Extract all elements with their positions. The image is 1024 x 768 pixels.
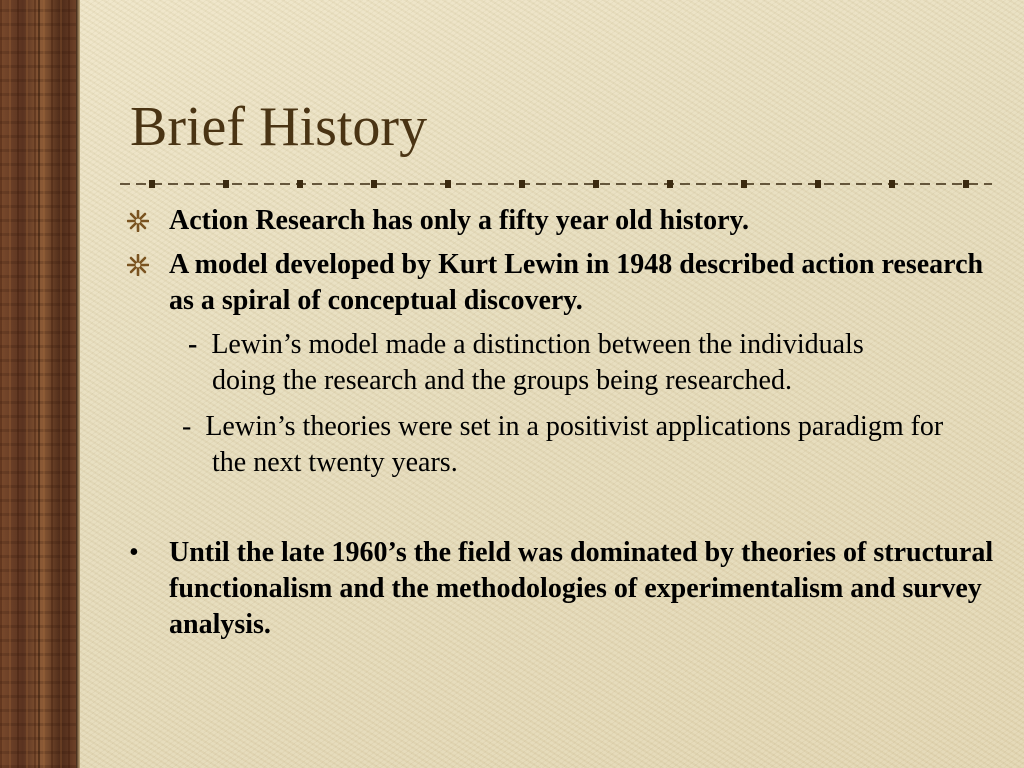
dash-marker: - <box>182 411 192 442</box>
divider-mark <box>593 180 599 188</box>
bullet-text: A model developed by Kurt Lewin in 1948 described action research as a spiral of conceptual discovery. <box>169 249 984 316</box>
bullet-text: Until the late 1960’s the field was dominated by theories of structural functionalism and the methodologies of experimentalism and survey analysis. <box>169 537 994 640</box>
divider-mark <box>149 180 155 188</box>
divider-mark <box>297 180 303 188</box>
bullet-item <box>125 247 1005 319</box>
wood-panel-left <box>0 0 76 768</box>
bullet-item <box>125 535 1005 643</box>
divider-mark <box>667 180 673 188</box>
sub-point <box>188 327 932 399</box>
divider-mark <box>889 180 895 188</box>
divider-mark <box>815 180 821 188</box>
wood-panel-edge <box>76 0 80 768</box>
sub-point <box>182 409 972 481</box>
divider-mark <box>223 180 229 188</box>
divider-mark <box>741 180 747 188</box>
divider-mark <box>445 180 451 188</box>
title-divider <box>120 176 992 196</box>
bullet-text: Action Research has only a fifty year old history. <box>169 205 749 236</box>
slide-title: Brief History <box>130 96 428 158</box>
asterisk-star-icon <box>127 210 149 232</box>
asterisk-star-icon <box>127 254 149 276</box>
divider-mark <box>519 180 525 188</box>
divider-mark <box>963 180 969 188</box>
bullet-dot-icon: • <box>129 537 139 568</box>
dash-marker: - <box>188 329 198 360</box>
bullet-item <box>125 203 1005 239</box>
sub-point-text: Lewin’s model made a distinction between the individuals doing the research and the groups being researched. <box>211 329 864 396</box>
slide-body <box>125 203 1005 643</box>
sub-point-text: Lewin’s theories were set in a positivist applications paradigm for the next twenty years. <box>205 411 944 478</box>
divider-mark <box>371 180 377 188</box>
